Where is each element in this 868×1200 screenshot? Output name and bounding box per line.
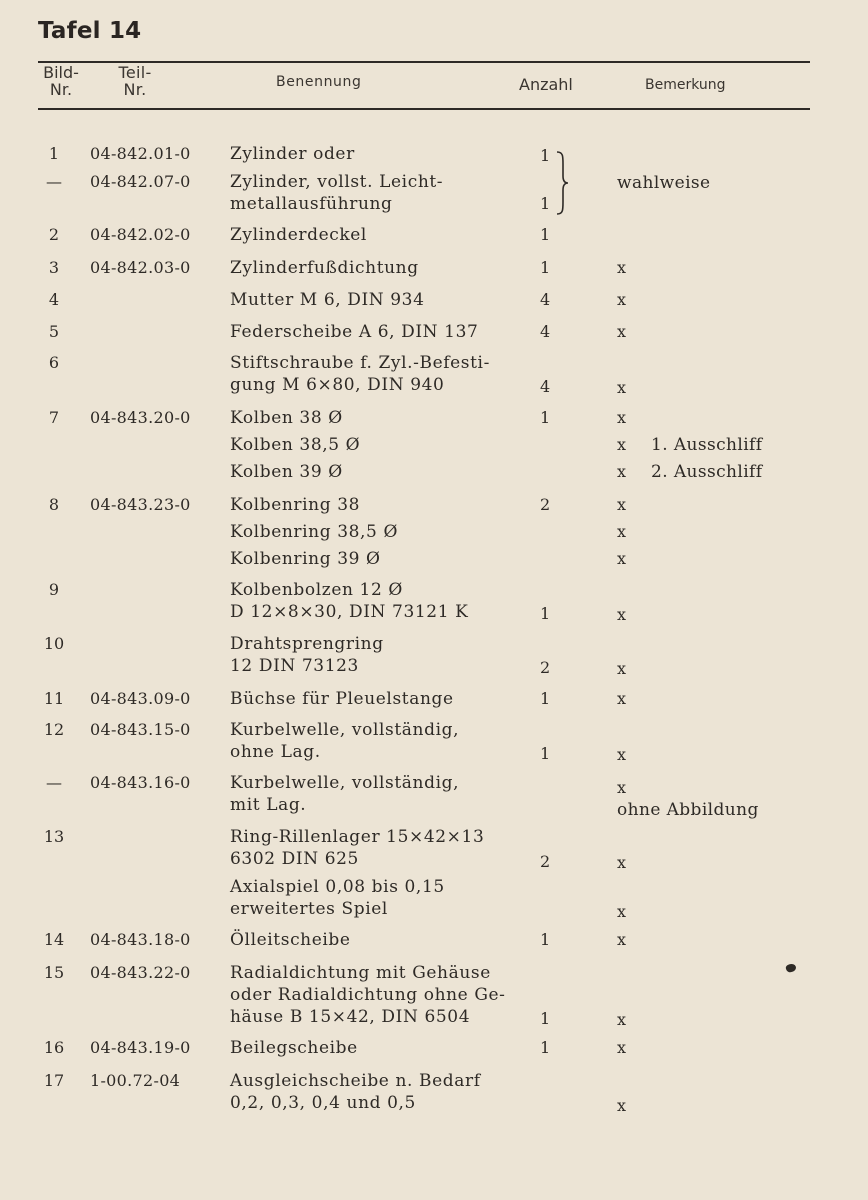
row-benennung: Radialdichtung mit Gehäuse oder Radialdichtung ohne Ge- häuse B 15×42, DIN 6504 [230,963,506,1027]
row-bild-nr: 8 [48,495,60,514]
row-anzahl: 1 [540,194,551,213]
row-teil-nr: 04-843.16-0 [90,773,191,792]
row-bemerkung-mark: x [617,322,627,341]
header-bemerkung: Bemerkung [645,77,726,93]
curly-brace-icon [555,150,569,216]
row-anzahl: 4 [540,322,551,341]
header-bild-nr: Bild- Nr. [43,63,79,99]
row-bemerkung-mark: x [617,495,627,514]
row-teil-nr: 04-843.19-0 [90,1038,191,1057]
row-bild-nr: 5 [48,322,60,341]
row-anzahl: 1 [540,689,551,708]
row-benennung: Ölleitscheibe [230,930,351,950]
row-bemerkung-text: 1. Ausschliff [651,435,763,455]
row-anzahl: 1 [540,146,551,165]
row-bild-nr: — [46,773,62,792]
row-bemerkung-mark: x [617,1038,627,1057]
row-bild-nr: 14 [43,930,65,949]
row-bild-nr: 4 [48,290,60,309]
row-anzahl: 2 [540,495,551,514]
row-anzahl: 1 [540,1038,551,1057]
ink-spot [785,963,797,974]
row-benennung: Ausgleichscheibe n. Bedarf 0,2, 0,3, 0,4 und 0,5 [230,1071,481,1113]
row-benennung: Zylinderdeckel [230,225,367,245]
row-bild-nr: 9 [48,580,60,599]
row-bemerkung-mark: x [617,408,627,427]
row-benennung: Drahtsprengring 12 DIN 73123 [230,634,384,676]
header-anzahl: Anzahl [519,75,573,94]
row-bild-nr: 10 [43,634,65,653]
header-teil-nr: Teil- Nr. [118,63,152,99]
row-bemerkung-mark: x [617,853,627,872]
row-benennung: Kolben 38,5 Ø [230,435,361,455]
row-anzahl: 4 [540,290,551,309]
row-anzahl: 1 [540,1009,551,1028]
row-anzahl: 1 [540,258,551,277]
row-teil-nr: 04-842.01-0 [90,144,191,163]
row-bild-nr: 6 [48,353,60,372]
row-bemerkung-mark: x [617,462,627,481]
row-benennung: Mutter M 6, DIN 934 [230,290,425,310]
row-anzahl: 1 [540,408,551,427]
row-bild-nr: 3 [48,258,60,277]
row-teil-nr: 04-843.23-0 [90,495,191,514]
row-teil-nr: 04-843.18-0 [90,930,191,949]
header-bottom-rule [38,108,810,110]
row-anzahl: 1 [540,930,551,949]
row-benennung: Kolbenbolzen 12 Ø D 12×8×30, DIN 73121 K [230,580,469,622]
row-bild-nr: 7 [48,408,60,427]
row-anzahl: 2 [540,852,551,871]
row-benennung: Kolbenring 38 [230,495,361,515]
row-anzahl: 4 [540,377,551,396]
row-bild-nr: 17 [43,1071,65,1090]
row-bemerkung-text: wahlweise [617,173,711,193]
row-benennung: Kolben 38 Ø [230,408,343,428]
row-bemerkung-mark: x [617,549,627,568]
row-bild-nr: 16 [43,1038,65,1057]
row-bild-nr: 13 [43,827,65,846]
row-bemerkung-mark: x [617,1096,627,1115]
row-bild-nr: 12 [43,720,65,739]
row-bemerkung-mark: x [617,1010,627,1029]
row-bild-nr: 2 [48,225,60,244]
row-benennung: Kurbelwelle, vollständig, ohne Lag. [230,720,460,762]
row-teil-nr: 04-842.02-0 [90,225,191,244]
row-bild-nr: 1 [48,144,60,163]
row-anzahl: 2 [540,658,551,677]
row-teil-nr: 1-00.72-04 [90,1071,181,1090]
row-teil-nr: 04-843.22-0 [90,963,191,982]
row-bemerkung-mark: x [617,902,627,921]
row-benennung: Büchse für Pleuelstange [230,689,454,709]
row-benennung: Ring-Rillenlager 15×42×13 6302 DIN 625 [230,827,485,869]
row-benennung: Stiftschraube f. Zyl.-Befesti- gung M 6×80, DIN 940 [230,353,490,395]
row-bemerkung-mark: x [617,258,627,277]
page-title: Tafel 14 [38,18,142,44]
row-bemerkung-mark: x [617,435,627,454]
row-bemerkung-mark: x [617,659,627,678]
row-bild-nr: 15 [43,963,65,982]
row-benennung: Axialspiel 0,08 bis 0,15 erweitertes Spiel [230,877,445,919]
row-bemerkung-text: 2. Ausschliff [651,462,763,482]
row-bemerkung-mark: x [617,522,627,541]
row-teil-nr: 04-842.03-0 [90,258,191,277]
row-anzahl: 1 [540,225,551,244]
row-teil-nr: 04-842.07-0 [90,172,191,191]
row-bemerkung-mark: x [617,930,627,949]
row-anzahl: 1 [540,604,551,623]
row-bemerkung-mark: x [617,605,627,624]
row-bemerkung-mark: x [617,378,627,397]
row-bild-nr: 11 [43,689,65,708]
row-benennung: Zylinder, vollst. Leicht- metallausführung [230,172,444,214]
row-benennung: Kurbelwelle, vollständig, mit Lag. [230,773,460,815]
row-bemerkung-mark: x [617,290,627,309]
row-bild-nr: — [46,172,62,191]
row-benennung: Zylinderfußdichtung [230,258,419,278]
row-teil-nr: 04-843.09-0 [90,689,191,708]
row-bemerkung-mark: x [617,689,627,708]
header-top-rule [38,61,810,63]
row-benennung: Kolbenring 38,5 Ø [230,522,398,542]
row-teil-nr: 04-843.15-0 [90,720,191,739]
row-bemerkung-mark: x [617,745,627,764]
row-bemerkung-mark: x [617,778,627,797]
header-benennung: Benennung [276,74,362,90]
row-benennung: Kolben 39 Ø [230,462,343,482]
row-benennung: Federscheibe A 6, DIN 137 [230,322,479,342]
row-benennung: Kolbenring 39 Ø [230,549,381,569]
row-bemerkung-text: ohne Abbildung [617,800,759,820]
row-teil-nr: 04-843.20-0 [90,408,191,427]
row-benennung: Zylinder oder [230,144,355,164]
row-benennung: Beilegscheibe [230,1038,358,1058]
row-anzahl: 1 [540,744,551,763]
